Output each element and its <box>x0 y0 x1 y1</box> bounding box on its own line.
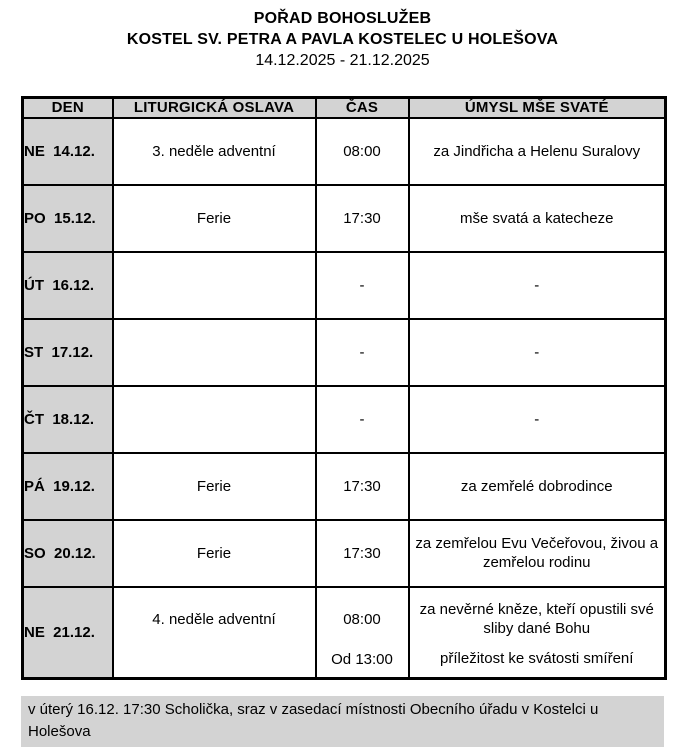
schedule-body <box>23 118 666 679</box>
page-title: POŘAD BOHOSLUŽEB <box>253 10 432 27</box>
intention-cell: mše svatá a katecheze <box>409 185 666 252</box>
time-cell: 17:30 <box>316 520 409 587</box>
celebration-cell <box>113 252 316 319</box>
time-cell: 08:00 <box>316 118 409 185</box>
day-cell: PO 15.12. <box>23 185 113 252</box>
footer-note: v úterý 16.12. 17:30 Scholička, sraz v zasedací místnosti Obecního úřadu v Kostelci u Holešova <box>21 696 664 747</box>
day-cell: ST 17.12. <box>23 319 113 386</box>
celebration-cell: 3. neděle adventní <box>113 118 316 185</box>
day-cell: NE 21.12. <box>23 587 113 679</box>
table-row <box>23 453 666 520</box>
celebration-cell <box>113 319 316 386</box>
celebration-cell: Ferie <box>113 520 316 587</box>
time-cell: 17:30 <box>316 453 409 520</box>
celebration-cell: Ferie <box>113 453 316 520</box>
time-stack <box>317 588 408 678</box>
day-cell: ČT 18.12. <box>23 386 113 453</box>
time-cell: - <box>316 386 409 453</box>
table-header-row <box>23 98 666 118</box>
intention-cell: za zemřelou Evu Večeřovou, živou a zemřelou rodinu <box>409 520 666 587</box>
intention-entry: příležitost ke svátosti smíření <box>440 650 634 667</box>
day-cell: NE 14.12. <box>23 118 113 185</box>
table-row <box>23 252 666 319</box>
celebration-cell <box>113 386 316 453</box>
column-header-den: DEN <box>23 98 113 118</box>
intention-cell: - <box>409 319 666 386</box>
time-entry: 08:00 <box>343 610 381 628</box>
column-header-umysl-mse-svate: ÚMYSL MŠE SVATÉ <box>409 98 666 118</box>
table-row <box>23 118 666 185</box>
table-row <box>23 520 666 587</box>
day-cell: ÚT 16.12. <box>23 252 113 319</box>
time-cell <box>316 587 409 679</box>
column-header-liturgicka-oslava: LITURGICKÁ OSLAVA <box>113 98 316 118</box>
table-row <box>23 319 666 386</box>
intention-cell: za Jindřicha a Helenu Suralovy <box>409 118 666 185</box>
intention-cell <box>409 587 666 679</box>
intention-cell: za zemřelé dobrodince <box>409 453 666 520</box>
intention-cell: - <box>409 386 666 453</box>
celebration-cell: 4. neděle adventní <box>113 587 316 679</box>
table-row <box>23 386 666 453</box>
intention-entry: za nevěrné kněze, kteří opustili své sliby dané Bohu <box>419 600 654 637</box>
document-header <box>0 0 685 71</box>
date-range: 14.12.2025 - 21.12.2025 <box>255 52 430 69</box>
column-header-cas: ČAS <box>316 98 409 118</box>
day-cell: SO 20.12. <box>23 520 113 587</box>
time-entry: Od 13:00 <box>331 651 393 668</box>
schedule-table <box>21 96 667 680</box>
table-row <box>23 185 666 252</box>
celebration-cell: Ferie <box>113 185 316 252</box>
time-cell: - <box>316 252 409 319</box>
intention-stack <box>410 588 665 678</box>
day-cell: PÁ 19.12. <box>23 453 113 520</box>
page-subtitle: KOSTEL SV. PETRA A PAVLA KOSTELEC U HOLEŠOVA <box>126 31 559 48</box>
table-row <box>23 587 666 679</box>
intention-cell: - <box>409 252 666 319</box>
time-cell: 17:30 <box>316 185 409 252</box>
time-cell: - <box>316 319 409 386</box>
